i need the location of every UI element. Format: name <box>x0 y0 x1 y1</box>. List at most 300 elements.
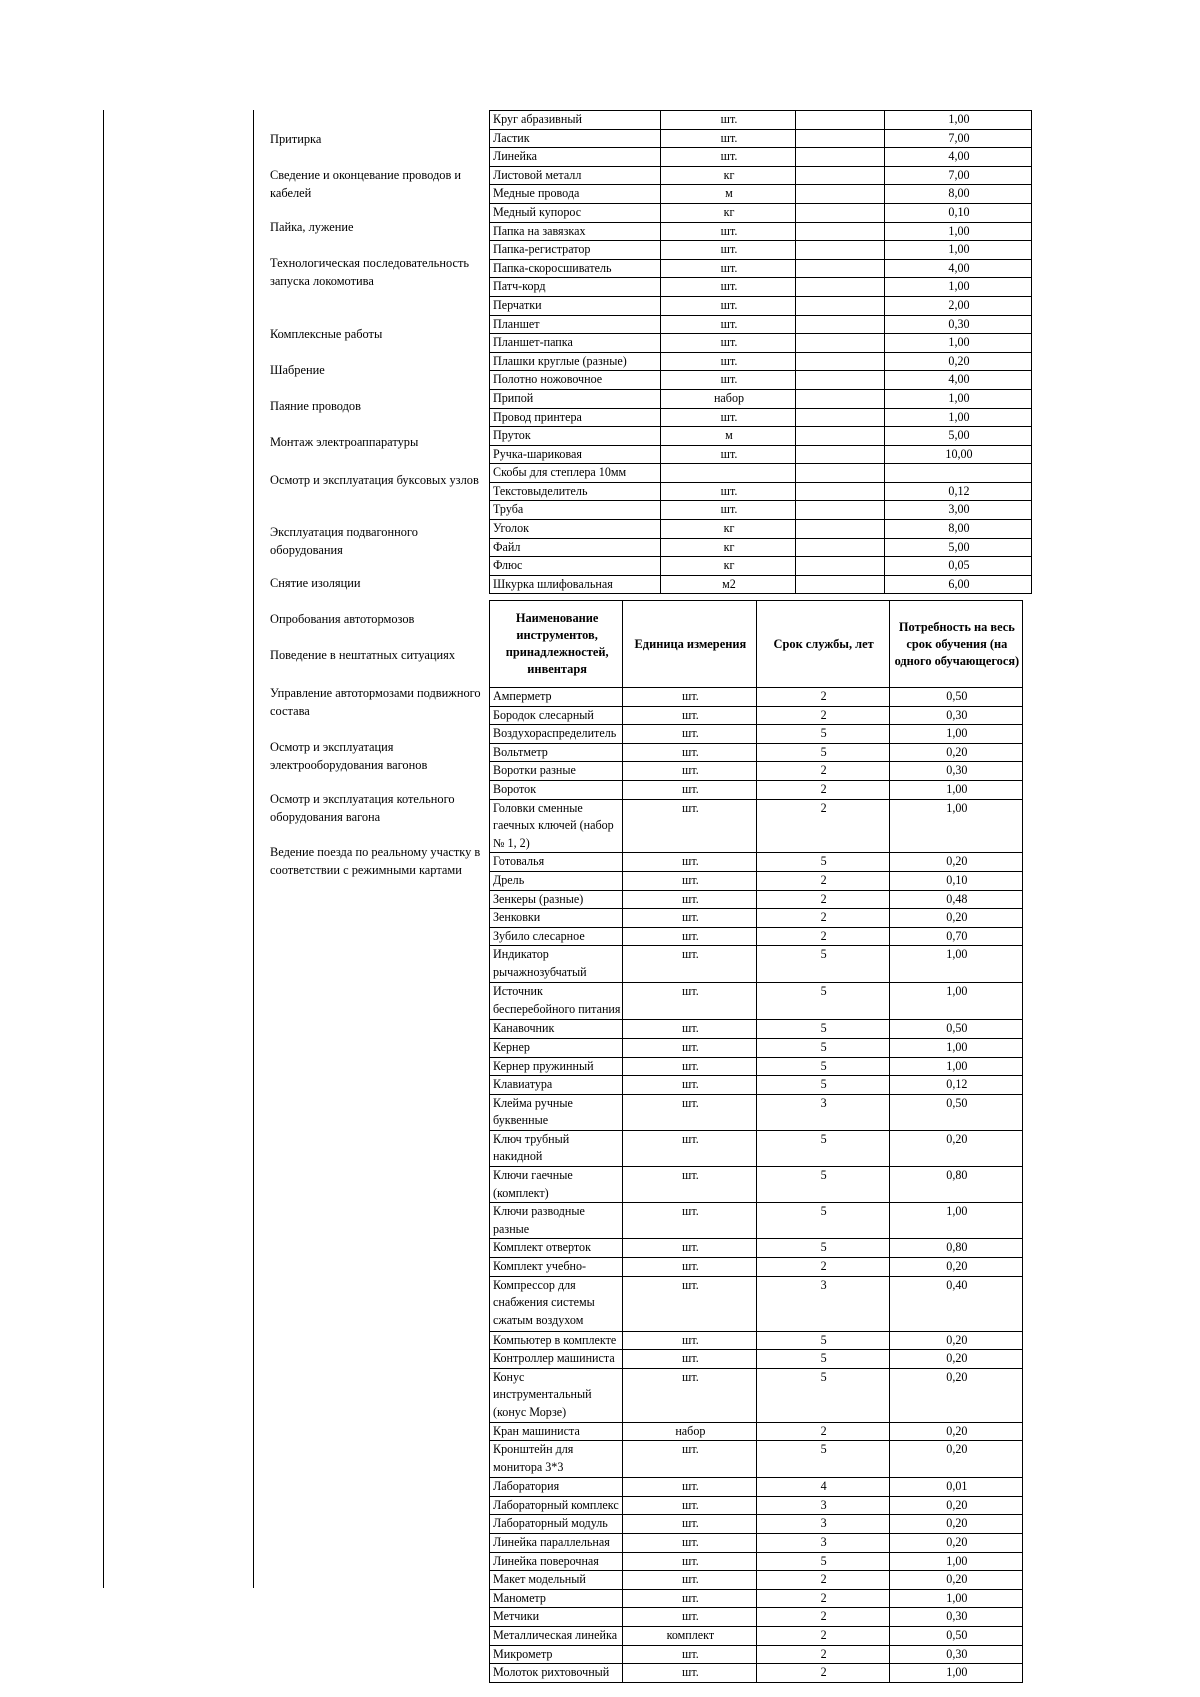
cell-life <box>796 148 885 167</box>
cell-unit: шт. <box>661 296 796 315</box>
table-row <box>490 427 1032 446</box>
cell-unit: шт. <box>661 501 796 520</box>
cell-name: Компрессор для снабжения системы сжатым воздухом <box>490 1276 623 1331</box>
cell-name: Шкурка шлифовальная <box>490 575 661 594</box>
cell-life <box>796 296 885 315</box>
table-row <box>490 871 1023 890</box>
cell-unit: шт. <box>623 1441 756 1478</box>
cell-name: Планшет-папка <box>490 334 661 353</box>
table-row <box>490 1276 1023 1331</box>
cell-name: Ключ трубный накидной <box>490 1130 623 1166</box>
cell-need: 1,00 <box>889 983 1022 1020</box>
table-row <box>490 1258 1023 1277</box>
cell-unit: шт. <box>623 1664 756 1683</box>
cell-unit: шт. <box>661 482 796 501</box>
cell-unit: шт. <box>661 445 796 464</box>
cell-life: 4 <box>756 1478 889 1497</box>
table-row <box>490 482 1032 501</box>
cell-life: 5 <box>756 1167 889 1203</box>
materials-table <box>489 110 1032 594</box>
cell-unit: шт. <box>623 871 756 890</box>
cell-life: 3 <box>756 1496 889 1515</box>
cell-need: 2,00 <box>885 296 1032 315</box>
cell-name: Молоток рихтовочный <box>490 1664 623 1683</box>
cell-life: 3 <box>756 1515 889 1534</box>
cell-name: Ластик <box>490 129 661 148</box>
cell-name: Линейка параллельная <box>490 1533 623 1552</box>
cell-unit: комплект <box>623 1626 756 1645</box>
cell-name: Воротки разные <box>490 762 623 781</box>
header-life: Срок службы, лет <box>756 601 889 688</box>
table-row <box>490 111 1032 130</box>
cell-life <box>796 520 885 539</box>
cell-life: 2 <box>756 1422 889 1441</box>
cell-need: 0,30 <box>889 706 1022 725</box>
cell-need: 1,00 <box>889 780 1022 799</box>
left-margin-line <box>103 110 104 1588</box>
cell-need: 0,20 <box>889 1350 1022 1369</box>
cell-name: Папка на завязках <box>490 222 661 241</box>
cell-need: 1,00 <box>889 725 1022 744</box>
table-row <box>490 464 1032 483</box>
cell-need: 1,00 <box>889 1589 1022 1608</box>
cell-unit: шт. <box>623 909 756 928</box>
cell-name: Канавочник <box>490 1020 623 1039</box>
table-row <box>490 203 1032 222</box>
cell-name: Пруток <box>490 427 661 446</box>
cell-name: Полотно ножовочное <box>490 371 661 390</box>
topic-item: Монтаж электроаппаратуры <box>270 435 419 449</box>
cell-name: Контроллер машиниста <box>490 1350 623 1369</box>
cell-name: Вольтметр <box>490 743 623 762</box>
cell-life <box>796 371 885 390</box>
cell-unit: кг <box>661 203 796 222</box>
cell-need: 1,00 <box>885 334 1032 353</box>
cell-life: 2 <box>756 799 889 853</box>
cell-need: 0,80 <box>889 1167 1022 1203</box>
cell-life: 2 <box>756 927 889 946</box>
topic-item: Поведение в нештатных ситуациях <box>270 648 456 662</box>
cell-name: Кронштейн для монитора 3*3 <box>490 1441 623 1478</box>
cell-need <box>885 464 1032 483</box>
table-row <box>490 983 1023 1020</box>
cell-need: 10,00 <box>885 445 1032 464</box>
cell-unit: шт. <box>661 111 796 130</box>
cell-life: 5 <box>756 1350 889 1369</box>
table-row <box>490 352 1032 371</box>
cell-need: 4,00 <box>885 259 1032 278</box>
cell-need: 8,00 <box>885 185 1032 204</box>
cell-need: 0,20 <box>889 1331 1022 1350</box>
cell-life: 5 <box>756 1552 889 1571</box>
cell-name: Лаборатория <box>490 1478 623 1497</box>
cell-life <box>796 501 885 520</box>
cell-life: 2 <box>756 1608 889 1627</box>
cell-life: 3 <box>756 1276 889 1331</box>
cell-need: 0,20 <box>889 909 1022 928</box>
table-row <box>490 1533 1023 1552</box>
cell-need: 1,00 <box>885 241 1032 260</box>
table-row <box>490 315 1032 334</box>
cell-life: 2 <box>756 1571 889 1590</box>
topic-item: Шабрение <box>270 363 325 377</box>
cell-need: 0,10 <box>885 203 1032 222</box>
cell-need: 1,00 <box>885 389 1032 408</box>
cell-life: 2 <box>756 706 889 725</box>
header-unit: Единица измерения <box>623 601 756 688</box>
cell-life: 5 <box>756 725 889 744</box>
cell-need: 0,12 <box>889 1076 1022 1095</box>
cell-need: 8,00 <box>885 520 1032 539</box>
cell-unit: набор <box>623 1422 756 1441</box>
topic-item: Ведение поезда по реальному участку в соответствии с режимными картами <box>270 845 481 877</box>
table-row <box>490 909 1023 928</box>
cell-life <box>796 334 885 353</box>
cell-unit: шт. <box>623 1020 756 1039</box>
topic-item: Паяние проводов <box>270 399 361 413</box>
cell-name: Патч-корд <box>490 278 661 297</box>
cell-unit: шт. <box>623 1057 756 1076</box>
cell-need: 6,00 <box>885 575 1032 594</box>
cell-name: Уголок <box>490 520 661 539</box>
cell-life: 5 <box>756 1130 889 1166</box>
cell-unit: шт. <box>623 1130 756 1166</box>
cell-name: Зенкеры (разные) <box>490 890 623 909</box>
table-row <box>490 706 1023 725</box>
topic-item: Комплексные работы <box>270 327 383 341</box>
cell-life <box>796 464 885 483</box>
cell-unit: шт. <box>623 780 756 799</box>
cell-name: Линейка поверочная <box>490 1552 623 1571</box>
cell-name: Компьютер в комплекте <box>490 1331 623 1350</box>
table-row <box>490 1094 1023 1130</box>
topics-column-line <box>253 110 254 1588</box>
table-row <box>490 1130 1023 1166</box>
table-row <box>490 1331 1023 1350</box>
table-row <box>490 1664 1023 1683</box>
cell-name: Круг абразивный <box>490 111 661 130</box>
topic-item: Притирка <box>270 132 322 146</box>
table-row <box>490 743 1023 762</box>
cell-life <box>796 129 885 148</box>
cell-unit: шт. <box>623 1515 756 1534</box>
cell-unit: шт. <box>661 222 796 241</box>
cell-need: 1,00 <box>889 946 1022 983</box>
cell-need: 1,00 <box>885 111 1032 130</box>
cell-name: Кран машиниста <box>490 1422 623 1441</box>
cell-life: 2 <box>756 780 889 799</box>
cell-name: Папка-регистратор <box>490 241 661 260</box>
table-row <box>490 1515 1023 1534</box>
cell-life: 3 <box>756 1533 889 1552</box>
table-row <box>490 1496 1023 1515</box>
cell-need: 0,50 <box>889 1094 1022 1130</box>
cell-unit: шт. <box>623 1276 756 1331</box>
cell-unit: шт. <box>623 1094 756 1130</box>
cell-life: 5 <box>756 1368 889 1422</box>
cell-need: 0,80 <box>889 1239 1022 1258</box>
cell-need: 0,50 <box>889 1626 1022 1645</box>
topic-item: Осмотр и эксплуатация электрооборудования вагонов <box>270 740 428 772</box>
cell-life: 2 <box>756 1626 889 1645</box>
table-row <box>490 575 1032 594</box>
cell-name: Труба <box>490 501 661 520</box>
table-row <box>490 148 1032 167</box>
table-row <box>490 408 1032 427</box>
cell-name: Папка-скоросшиватель <box>490 259 661 278</box>
cell-unit: шт. <box>661 278 796 297</box>
topic-item: Опробования автотормозов <box>270 612 415 626</box>
cell-life: 2 <box>756 1258 889 1277</box>
table-row <box>490 1167 1023 1203</box>
tools-table <box>489 600 1023 1683</box>
cell-life: 5 <box>756 1076 889 1095</box>
cell-name: Медный купорос <box>490 203 661 222</box>
cell-unit: кг <box>661 557 796 576</box>
cell-life <box>796 203 885 222</box>
cell-unit: шт. <box>623 890 756 909</box>
cell-life <box>796 241 885 260</box>
cell-need: 4,00 <box>885 371 1032 390</box>
cell-name: Провод принтера <box>490 408 661 427</box>
table-row <box>490 334 1032 353</box>
cell-name: Медные провода <box>490 185 661 204</box>
cell-unit: шт. <box>623 688 756 707</box>
cell-need: 0,30 <box>889 762 1022 781</box>
cell-name: Амперметр <box>490 688 623 707</box>
cell-need: 0,70 <box>889 927 1022 946</box>
cell-unit: шт. <box>623 1350 756 1369</box>
topic-item: Осмотр и эксплуатация котельного оборудования вагона <box>270 792 455 824</box>
table-row <box>490 1645 1023 1664</box>
cell-unit: м <box>661 185 796 204</box>
cell-life: 3 <box>756 1094 889 1130</box>
cell-unit: шт. <box>661 408 796 427</box>
table-row <box>490 296 1032 315</box>
table-row <box>490 557 1032 576</box>
cell-unit: шт. <box>623 762 756 781</box>
topic-item: Технологическая последовательность запуска локомотива <box>270 256 470 288</box>
cell-name: Металлическая линейка <box>490 1626 623 1645</box>
cell-need: 0,20 <box>889 1571 1022 1590</box>
cell-life: 5 <box>756 1057 889 1076</box>
cell-life: 5 <box>756 853 889 872</box>
cell-name: Лабораторный модуль <box>490 1515 623 1534</box>
cell-life <box>796 575 885 594</box>
topic-item: Управление автотормозами подвижного состава <box>270 686 481 718</box>
cell-life <box>796 557 885 576</box>
cell-unit: шт. <box>623 1608 756 1627</box>
cell-name: Клейма ручные буквенные <box>490 1094 623 1130</box>
cell-name: Конус инструментальный (конус Морзе) <box>490 1368 623 1422</box>
cell-need: 0,30 <box>889 1608 1022 1627</box>
cell-need: 7,00 <box>885 166 1032 185</box>
cell-unit: шт. <box>623 1533 756 1552</box>
cell-name: Скобы для степлера 10мм <box>490 464 661 483</box>
cell-need: 1,00 <box>889 1057 1022 1076</box>
cell-name: Листовой металл <box>490 166 661 185</box>
cell-unit: шт. <box>623 725 756 744</box>
cell-unit <box>661 464 796 483</box>
cell-name: Планшет <box>490 315 661 334</box>
cell-unit: шт. <box>623 1331 756 1350</box>
cell-life <box>796 278 885 297</box>
table-row <box>490 389 1032 408</box>
table-row <box>490 780 1023 799</box>
cell-need: 3,00 <box>885 501 1032 520</box>
table-row <box>490 1441 1023 1478</box>
cell-need: 0,20 <box>889 1368 1022 1422</box>
cell-name: Ключи разводные разные <box>490 1203 623 1239</box>
cell-name: Файл <box>490 538 661 557</box>
cell-life: 2 <box>756 871 889 890</box>
cell-life <box>796 482 885 501</box>
cell-need: 0,30 <box>889 1645 1022 1664</box>
table-row <box>490 688 1023 707</box>
cell-unit: шт. <box>661 129 796 148</box>
cell-unit: шт. <box>661 315 796 334</box>
cell-need: 7,00 <box>885 129 1032 148</box>
cell-name: Манометр <box>490 1589 623 1608</box>
cell-name: Воздухораспределитель <box>490 725 623 744</box>
cell-unit: шт. <box>623 1203 756 1239</box>
cell-name: Плашки круглые (разные) <box>490 352 661 371</box>
table-row <box>490 538 1032 557</box>
cell-unit: шт. <box>623 983 756 1020</box>
table-row <box>490 445 1032 464</box>
cell-life <box>796 315 885 334</box>
cell-life: 5 <box>756 1239 889 1258</box>
table-row <box>490 890 1023 909</box>
table-row <box>490 1608 1023 1627</box>
cell-unit: м2 <box>661 575 796 594</box>
table-row <box>490 1020 1023 1039</box>
cell-need: 1,00 <box>885 408 1032 427</box>
cell-need: 0,48 <box>889 890 1022 909</box>
cell-unit: шт. <box>623 1167 756 1203</box>
cell-need: 0,12 <box>885 482 1032 501</box>
cell-need: 0,20 <box>889 1258 1022 1277</box>
cell-unit: м <box>661 427 796 446</box>
cell-name: Макет модельный <box>490 1571 623 1590</box>
cell-life: 2 <box>756 909 889 928</box>
table-row <box>490 1350 1023 1369</box>
cell-life: 2 <box>756 1645 889 1664</box>
cell-name: Перчатки <box>490 296 661 315</box>
table-row <box>490 1038 1023 1057</box>
cell-need: 4,00 <box>885 148 1032 167</box>
table-row <box>490 259 1032 278</box>
cell-unit: шт. <box>623 946 756 983</box>
cell-need: 0,20 <box>889 1130 1022 1166</box>
header-name: Наименование инструментов, принадлежностей, инвентаря <box>490 601 623 688</box>
cell-life: 5 <box>756 1203 889 1239</box>
table-row <box>490 371 1032 390</box>
table-row <box>490 1589 1023 1608</box>
table-row <box>490 166 1032 185</box>
cell-name: Микрометр <box>490 1645 623 1664</box>
tools-header-row <box>490 601 1023 688</box>
cell-unit: кг <box>661 520 796 539</box>
cell-life <box>796 185 885 204</box>
cell-name: Источник бесперебойного питания <box>490 983 623 1020</box>
cell-unit: шт. <box>623 853 756 872</box>
cell-life: 5 <box>756 983 889 1020</box>
cell-need: 0,50 <box>889 1020 1022 1039</box>
cell-life: 2 <box>756 1664 889 1683</box>
cell-need: 1,00 <box>889 1203 1022 1239</box>
table-row <box>490 241 1032 260</box>
cell-need: 1,00 <box>885 278 1032 297</box>
cell-name: Ключи гаечные (комплект) <box>490 1167 623 1203</box>
cell-life: 2 <box>756 688 889 707</box>
cell-unit: шт. <box>661 352 796 371</box>
cell-name: Комплект отверток <box>490 1239 623 1258</box>
cell-need: 5,00 <box>885 427 1032 446</box>
cell-need: 0,30 <box>885 315 1032 334</box>
cell-unit: шт. <box>661 371 796 390</box>
cell-life <box>796 259 885 278</box>
table-row <box>490 725 1023 744</box>
cell-need: 1,00 <box>889 1038 1022 1057</box>
cell-unit: шт. <box>623 799 756 853</box>
cell-unit: шт. <box>623 1589 756 1608</box>
table-row <box>490 1626 1023 1645</box>
table-row <box>490 927 1023 946</box>
cell-life <box>796 222 885 241</box>
cell-unit: шт. <box>623 1076 756 1095</box>
cell-need: 0,40 <box>889 1276 1022 1331</box>
cell-life <box>796 166 885 185</box>
topic-item: Осмотр и эксплуатация буксовых узлов <box>270 473 479 487</box>
cell-need: 0,20 <box>889 743 1022 762</box>
cell-name: Ручка-шариковая <box>490 445 661 464</box>
cell-unit: шт. <box>623 1258 756 1277</box>
cell-unit: шт. <box>623 706 756 725</box>
table-row <box>490 1239 1023 1258</box>
cell-name: Кернер <box>490 1038 623 1057</box>
cell-unit: шт. <box>623 1645 756 1664</box>
cell-need: 0,01 <box>889 1478 1022 1497</box>
cell-unit: шт. <box>623 1478 756 1497</box>
cell-name: Кернер пружинный <box>490 1057 623 1076</box>
cell-need: 0,20 <box>889 1422 1022 1441</box>
cell-name: Комплект учебно- <box>490 1258 623 1277</box>
table-row <box>490 853 1023 872</box>
table-row <box>490 1422 1023 1441</box>
cell-unit: шт. <box>661 259 796 278</box>
cell-unit: шт. <box>623 1038 756 1057</box>
cell-name: Вороток <box>490 780 623 799</box>
cell-life <box>796 408 885 427</box>
topic-item: Эксплуатация подвагонного оборудования <box>270 525 418 557</box>
cell-unit: шт. <box>623 1368 756 1422</box>
cell-name: Лабораторный комплекс <box>490 1496 623 1515</box>
cell-need: 0,20 <box>889 1533 1022 1552</box>
table-row <box>490 1552 1023 1571</box>
table-row <box>490 1368 1023 1422</box>
cell-name: Дрель <box>490 871 623 890</box>
cell-need: 0,20 <box>889 1515 1022 1534</box>
cell-name: Линейка <box>490 148 661 167</box>
cell-unit: шт. <box>661 241 796 260</box>
cell-life <box>796 389 885 408</box>
cell-name: Готовалья <box>490 853 623 872</box>
cell-need: 5,00 <box>885 538 1032 557</box>
cell-unit: набор <box>661 389 796 408</box>
cell-life <box>796 352 885 371</box>
cell-name: Бородок слесарный <box>490 706 623 725</box>
